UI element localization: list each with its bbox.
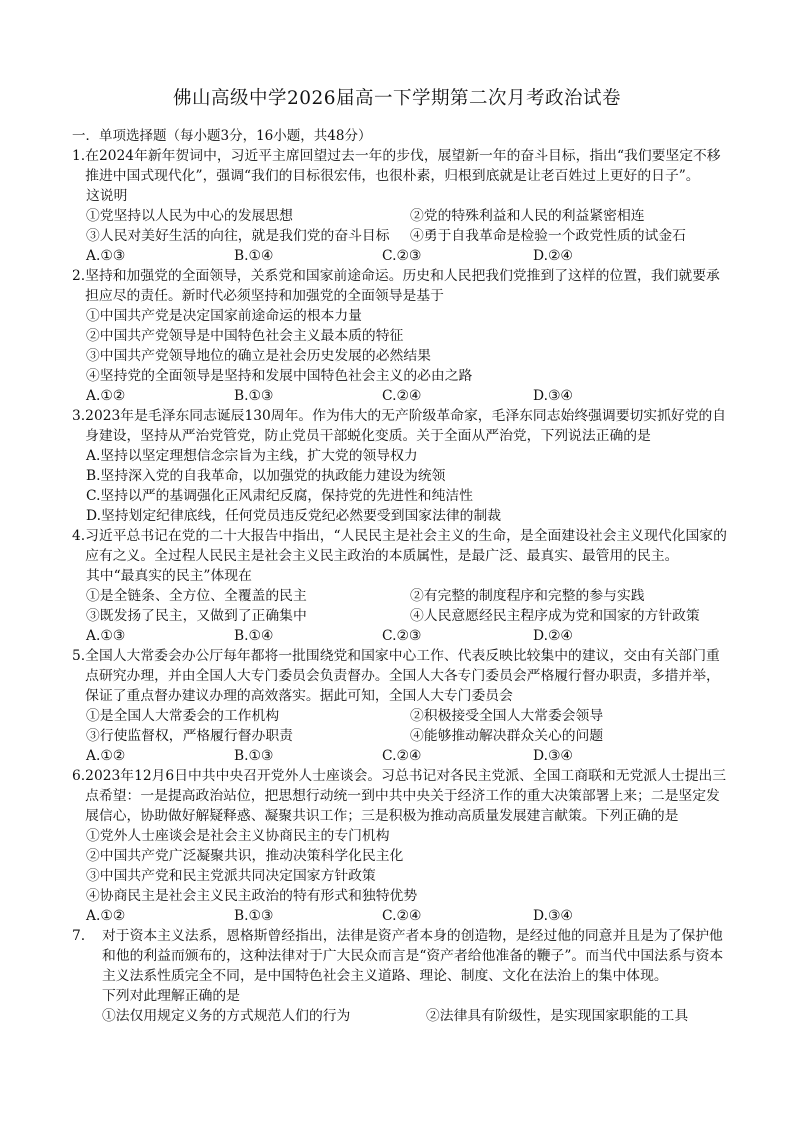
statement-item: ③中国共产党和民主党派共同决定国家方针政策 [86, 868, 376, 884]
question-number: 6. [72, 768, 86, 784]
statement-item: ④坚持党的全面领导是坚持和发展中国特色社会主义的必由之路 [86, 368, 473, 384]
question-text: 对于资本主义法系，恩格斯曾经指出，法律是资产者本身的创造物，是经过他的同意并且是为了保护他和他的利益而颁布的，这种法律对于广大民众而言是“资产者给他准备的鞭子”。而当代中国法系与资本主义法系性质完全不同，是中国特色社会主义道路、理论、制度、文化在法治上的集中体现。 [102, 928, 724, 984]
statement-item: ①是全国人大常委会的工作机构 [86, 708, 280, 724]
question-stem [72, 926, 732, 986]
statement-item: ②积极接受全国人大常委会领导 [410, 708, 604, 724]
answer-options [72, 906, 732, 926]
statement-item: ②中国共产党领导是中国特色社会主义最本质的特征 [86, 328, 404, 344]
option-c: C.②③ [382, 628, 422, 644]
option-b: B.①④ [234, 628, 274, 644]
option-c: C.②③ [382, 248, 422, 264]
question-stem [72, 766, 732, 826]
option-d: D.②④ [533, 628, 573, 644]
option-a: A.坚持以坚定理想信念宗旨为主线，扩大党的领导权力 [86, 448, 418, 464]
question-7 [72, 926, 732, 1026]
statement-item: ④人民意愿经民主程序成为党和国家的方针政策 [410, 608, 700, 624]
statement-item: ③行使监督权，严格履行督办职责 [86, 728, 293, 744]
question-text-continued: 下列对此理解正确的是 [102, 988, 240, 1004]
option-c: C.②④ [382, 908, 422, 924]
option-a: A.①② [86, 748, 126, 764]
statement-item: ④勇于自我革命是检验一个政党性质的试金石 [410, 228, 686, 244]
option-d: D.③④ [533, 388, 573, 404]
question-number: 2. [72, 268, 86, 284]
question-text: 全国人大常委会办公厅每年都将一批围绕党和国家中心工作、代表反映比较集中的建议，交由有关部门重点研究办理，并由全国人大专门委员会负责督办。全国人大各专门委员会严格履行督办职责，多措并举，保证了重点督办建议办理的高效落实。据此可知，全国人大专门委员会 [85, 648, 720, 704]
question-number: 7. [72, 928, 86, 944]
statement-item: ②有完整的制度程序和完整的参与实践 [410, 588, 645, 604]
statement-item: ①党坚持以人民为中心的发展思想 [86, 208, 293, 224]
option-a: A.①③ [86, 628, 126, 644]
question-number: 5. [72, 648, 86, 664]
statement-row [72, 226, 732, 246]
answer-options [72, 746, 732, 766]
statement-row [72, 706, 732, 726]
statement-row [72, 1006, 732, 1026]
answer-options [72, 386, 732, 406]
option-b: B.①③ [234, 748, 274, 764]
option-c: C.坚持以严的基调强化正风肃纪反腐，保持党的先进性和纯洁性 [86, 488, 473, 504]
question-3 [72, 406, 732, 526]
question-text: 2023年12月6日中共中央召开党外人士座谈会。习总书记对各民主党派、全国工商联和无党派人士提出三点希望：一是提高政治站位，把思想行动统一到中共中央关于经济工作的重大决策部署上来；二是坚定发展信心，协助做好解疑释惑、凝聚共识工作；三是积极为推动高质量发展建言献策。下列正确的是 [85, 768, 727, 824]
option-d: D.②④ [533, 248, 573, 264]
option-c: C.②④ [382, 388, 422, 404]
option-a: A.①② [86, 388, 126, 404]
option-b: B.①③ [234, 388, 274, 404]
option-b: B.坚持深入党的自我革命，以加强党的执政能力建设为统领 [86, 468, 446, 484]
statement-row [72, 606, 732, 626]
question-stem [72, 406, 732, 446]
question-1 [72, 146, 732, 266]
statement-item: ①法仅用规定义务的方式规范人们的行为 [102, 1008, 351, 1024]
statement-item: ①中国共产党是决定国家前途命运的根本力量 [86, 308, 362, 324]
question-number: 4. [72, 528, 86, 544]
question-text: 2023年是毛泽东同志诞辰130周年。作为伟大的无产阶级革命家，毛泽东同志始终强调要切实抓好党的自身建设，坚持从严治党管党，防止党员干部蜕化变质。关于全面从严治党，下列说法正确的是 [85, 408, 727, 444]
question-4 [72, 526, 732, 646]
question-number: 1. [72, 148, 86, 164]
answer-options [72, 246, 732, 266]
question-2 [72, 266, 732, 406]
question-6 [72, 766, 732, 926]
statement-item: ③中国共产党领导地位的确立是社会历史发展的必然结果 [86, 348, 431, 364]
question-text: 在2024年新年贺词中，习近平主席回望过去一年的步伐，展望新一年的奋斗目标，指出“我们要坚定不移推进中国式现代化”，强调“我们的目标很宏伟，也很朴素，归根到底就是让老百姓过上更好的日子”。 [85, 148, 721, 184]
statement-item: ④协商民主是社会主义民主政治的特有形式和独特优势 [86, 888, 418, 904]
question-5 [72, 646, 732, 766]
question-number: 3. [72, 408, 86, 424]
statement-item: ②中国共产党广泛凝聚共识，推动决策科学化民主化 [86, 848, 404, 864]
question-stem [72, 646, 732, 706]
question-text-continued: 这说明 [86, 188, 128, 204]
statement-row [72, 206, 732, 226]
statement-item: ③人民对美好生活的向往，就是我们党的奋斗目标 [86, 228, 390, 244]
question-text: 习近平总书记在党的二十大报告中指出，“人民民主是社会主义的生命，是全面建设社会主义现代化国家的应有之义。全过程人民民主是社会主义民主政治的本质属性，是最广泛、最真实、最管用的民主。 [85, 528, 727, 564]
section-heading: 一．单项选择题（每小题3分，16小题，共48分） [72, 128, 372, 144]
option-b: B.①③ [234, 908, 274, 924]
statement-row [72, 726, 732, 746]
option-c: C.②④ [382, 748, 422, 764]
statement-item: ③既发扬了民主，又做到了正确集中 [86, 608, 307, 624]
option-a: A.①③ [86, 248, 126, 264]
option-d: D.③④ [533, 748, 573, 764]
option-a: A.①② [86, 908, 126, 924]
statement-item: ①党外人士座谈会是社会主义协商民主的专门机构 [86, 828, 390, 844]
statement-item: ②法律具有阶级性，是实现国家职能的工具 [426, 1008, 689, 1024]
option-b: B.①④ [234, 248, 274, 264]
statement-item: ②党的特殊利益和人民的利益紧密相连 [410, 208, 645, 224]
statement-row [72, 586, 732, 606]
option-d: D.③④ [533, 908, 573, 924]
statement-item: ①是全链条、全方位、全覆盖的民主 [86, 588, 307, 604]
option-d: D.坚持划定纪律底线，任何党员违反党纪必然要受到国家法律的制裁 [86, 508, 502, 524]
question-stem [72, 526, 732, 566]
question-stem [72, 266, 732, 306]
page-title: 佛山高级中学2026届高一下学期第二次月考政治试卷 [172, 88, 622, 109]
question-text: 坚持和加强党的全面领导，关系党和国家前途命运。历史和人民把我们党推到了这样的位置，我们就要承担应尽的责任。新时代必须坚持和加强党的全面领导是基于 [85, 268, 720, 304]
answer-options [72, 626, 732, 646]
statement-item: ④能够推动解决群众关心的问题 [410, 728, 604, 744]
question-text-continued: 其中“最真实的民主”体现在 [86, 568, 252, 584]
question-list [72, 146, 732, 1026]
question-stem [72, 146, 732, 186]
